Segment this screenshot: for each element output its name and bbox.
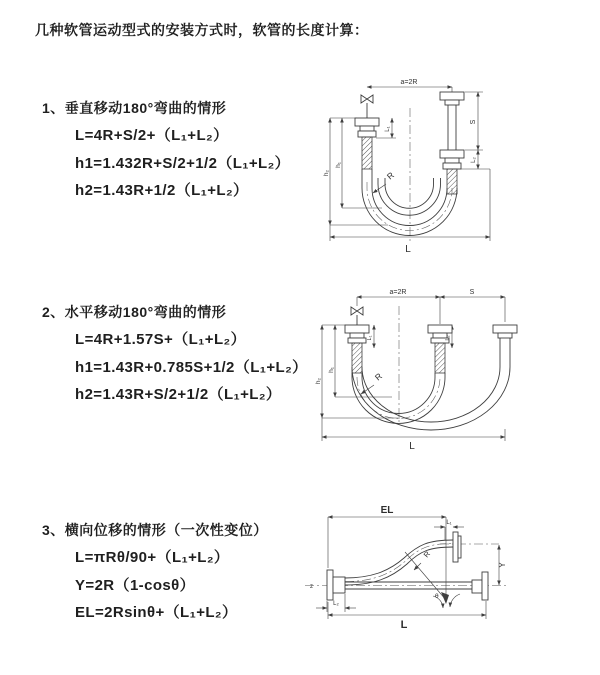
dim-label-l: L — [409, 441, 415, 452]
dimension-lines — [322, 297, 505, 441]
formula-line: EL=2Rsinθ+（L₁+L₂） — [75, 604, 238, 621]
valve-icon — [351, 307, 363, 315]
dim-label-el: EL — [380, 505, 394, 516]
dim-label-h1: h₁ — [328, 367, 335, 373]
dim-label-l: L — [405, 244, 411, 255]
page-title: 几种软管运动型式的安装方式时，软管的长度计算： — [35, 22, 369, 38]
dim-label-a2r: a=2R — [400, 79, 418, 86]
dim-label-l2: L₂ — [333, 601, 339, 607]
dimension-labels — [315, 289, 475, 452]
section-vertical-180 — [42, 95, 342, 205]
dim-label-h1: h₁ — [335, 162, 342, 168]
formula-line: h1=1.432R+S/2+1/2（L₁+L₂） — [75, 154, 291, 172]
formula-line: h1=1.43R+0.785S+1/2（L₁+L₂） — [75, 358, 308, 376]
section-lateral-displacement — [42, 517, 342, 627]
hose-assembly — [327, 532, 488, 604]
radius-label: R — [421, 549, 433, 560]
dim-label-s: S — [469, 289, 475, 296]
radius-label: R — [384, 169, 396, 182]
radius-label: R — [372, 370, 384, 383]
formula-line: h2=1.43R+1/2（L₁+L₂） — [75, 182, 249, 199]
dim-label-l: L — [400, 619, 408, 631]
dim-label-h2: h₂ — [323, 169, 330, 177]
section-3-heading: 3、横向位移的情形（一次性变位） — [42, 522, 268, 538]
dim-label-a2r: a=2R — [389, 289, 407, 296]
valve-icon — [361, 95, 373, 103]
dim-label-s: S — [470, 119, 477, 125]
braided-hose-sections — [352, 343, 445, 373]
dimension-lines — [316, 517, 499, 619]
dim-label-l2: L₂ — [471, 157, 477, 163]
diagram-lateral-displacement — [300, 500, 600, 655]
section-1-heading: 1、垂直移动180°弯曲的情形 — [42, 100, 227, 116]
centerlines — [367, 108, 452, 244]
axis-label: z — [310, 584, 313, 590]
formula-line: L=4R+S/2+（L₁+L₂） — [75, 127, 229, 144]
formula-line: L=4R+1.57S+（L₁+L₂） — [75, 331, 246, 348]
dim-label-y: Y — [498, 562, 507, 568]
angle-theta-label: θ — [435, 593, 439, 600]
diagram-vertical-180-bend — [312, 72, 592, 257]
dim-label-l2: L₂ — [445, 335, 451, 341]
section-horizontal-180 — [42, 299, 342, 409]
formula-line: h2=1.43R+S/2+1/2（L₁+L₂） — [75, 386, 282, 403]
formula-line: L=πRθ/90+（L₁+L₂） — [75, 549, 230, 566]
hose-assembly — [345, 315, 517, 430]
dim-label-h2: h₂ — [315, 377, 322, 385]
dim-label-l1: L₁ — [385, 126, 391, 132]
dim-label-l1: L₁ — [367, 335, 373, 341]
formula-line: Y=2R（1-cosθ） — [75, 576, 196, 594]
section-2-heading: 2、水平移动180°弯曲的情形 — [42, 304, 227, 320]
dimension-labels — [310, 505, 507, 631]
dim-label-l1: L₁ — [446, 520, 452, 526]
diagram-horizontal-180-bend — [312, 282, 592, 457]
